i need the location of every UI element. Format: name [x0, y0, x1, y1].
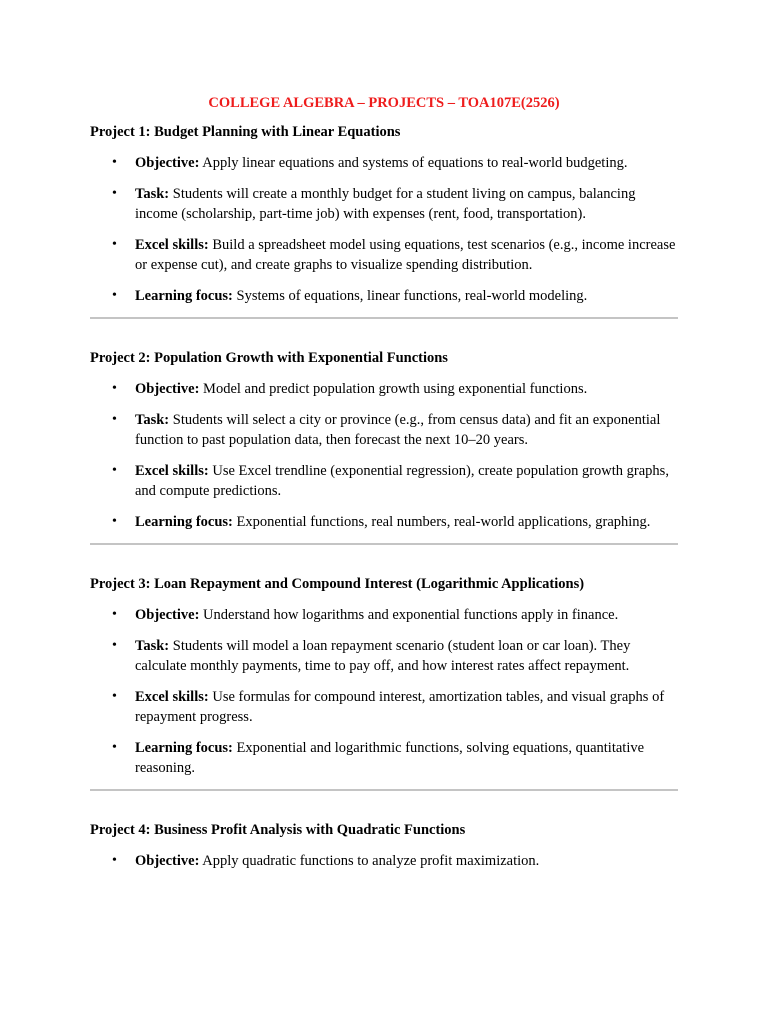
item-label: Task:	[135, 638, 170, 654]
project-3-section	[90, 575, 678, 778]
list-item	[90, 461, 678, 501]
item-text: Build a spreadsheet model using equations, test scenarios (e.g., income increase or expense cut), and create graphs to visualize spending distribution.	[135, 237, 676, 273]
list-item	[90, 286, 678, 306]
list-item	[90, 153, 678, 173]
item-label: Learning focus:	[135, 740, 233, 756]
item-text: Use formulas for compound interest, amortization tables, and visual graphs of repayment progress.	[135, 689, 665, 725]
project-item-list	[90, 379, 678, 532]
bullet-icon: •	[112, 689, 117, 704]
bullet-icon: •	[112, 638, 117, 653]
section-divider	[90, 543, 678, 545]
list-item	[90, 410, 678, 450]
list-item	[90, 512, 678, 532]
item-label: Objective:	[135, 607, 200, 623]
list-item	[90, 687, 678, 727]
bullet-icon: •	[112, 740, 117, 755]
bullet-icon: •	[112, 288, 117, 303]
list-item	[90, 636, 678, 676]
document-page	[90, 94, 678, 882]
project-4-section	[90, 821, 678, 871]
item-label: Learning focus:	[135, 288, 233, 304]
bullet-icon: •	[112, 463, 117, 478]
list-item	[90, 184, 678, 224]
item-text: Students will model a loan repayment scenario (student loan or car loan). They calculate monthly payments, time to pay off, and how interest rates affect repayment.	[135, 638, 631, 674]
item-label: Objective:	[135, 155, 200, 171]
item-text: Apply linear equations and systems of equations to real-world budgeting.	[199, 155, 628, 171]
item-label: Excel skills:	[135, 463, 209, 479]
project-heading: Project 1: Budget Planning with Linear Equations	[90, 124, 401, 140]
bullet-icon: •	[112, 514, 117, 529]
item-text: Exponential and logarithmic functions, solving equations, quantitative reasoning.	[135, 740, 645, 776]
section-divider	[90, 317, 678, 319]
project-1-section	[90, 123, 678, 306]
bullet-icon: •	[112, 186, 117, 201]
item-label: Objective:	[135, 381, 200, 397]
item-text: Model and predict population growth using exponential functions.	[199, 381, 588, 397]
item-label: Excel skills:	[135, 237, 209, 253]
bullet-icon: •	[112, 607, 117, 622]
item-label: Excel skills:	[135, 689, 209, 705]
list-item	[90, 605, 678, 625]
project-item-list	[90, 605, 678, 778]
project-item-list	[90, 153, 678, 306]
bullet-icon: •	[112, 412, 117, 427]
item-text: Students will select a city or province (e.g., from census data) and fit an exponential function to past population data, then forecast the next 10–20 years.	[135, 412, 661, 448]
project-heading: Project 3: Loan Repayment and Compound Interest (Logarithmic Applications)	[90, 576, 585, 592]
item-text: Systems of equations, linear functions, real-world modeling.	[232, 288, 588, 304]
project-heading: Project 4: Business Profit Analysis with Quadratic Functions	[90, 822, 466, 838]
project-item-list	[90, 851, 678, 871]
item-text: Students will create a monthly budget for a student living on campus, balancing income (scholarship, part-time job) with expenses (rent, food, transportation).	[135, 186, 636, 222]
item-label: Learning focus:	[135, 514, 233, 530]
item-text: Apply quadratic functions to analyze profit maximization.	[199, 853, 540, 869]
item-label: Task:	[135, 186, 170, 202]
bullet-icon: •	[112, 853, 117, 868]
item-label: Task:	[135, 412, 170, 428]
list-item	[90, 379, 678, 399]
item-text: Use Excel trendline (exponential regression), create population growth graphs, and compute predictions.	[135, 463, 669, 499]
project-2-section	[90, 349, 678, 532]
section-divider	[90, 789, 678, 791]
item-label: Objective:	[135, 853, 200, 869]
item-text: Exponential functions, real numbers, real-world applications, graphing.	[232, 514, 651, 530]
bullet-icon: •	[112, 381, 117, 396]
list-item	[90, 738, 678, 778]
bullet-icon: •	[112, 155, 117, 170]
list-item	[90, 851, 678, 871]
document-title: COLLEGE ALGEBRA – PROJECTS – TOA107E(2526)	[208, 95, 560, 111]
bullet-icon: •	[112, 237, 117, 252]
list-item	[90, 235, 678, 275]
project-heading: Project 2: Population Growth with Exponential Functions	[90, 350, 448, 366]
item-text: Understand how logarithms and exponential functions apply in finance.	[199, 607, 619, 623]
